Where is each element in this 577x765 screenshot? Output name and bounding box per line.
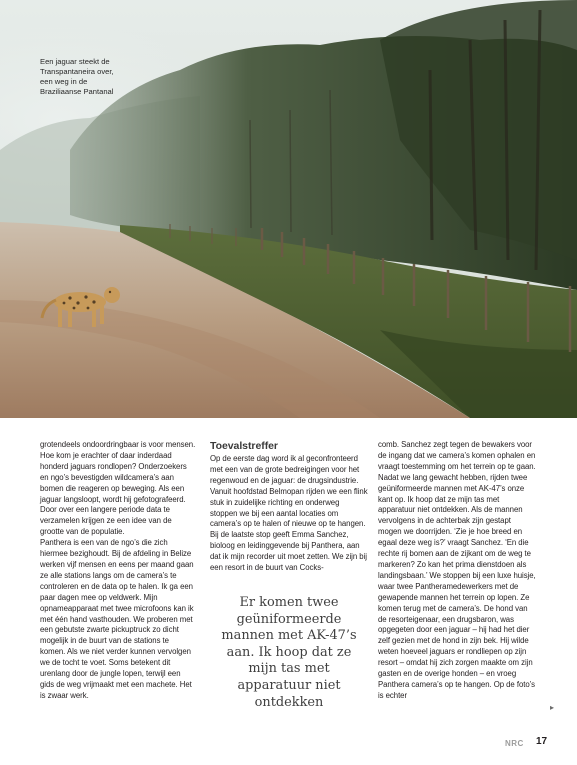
article-column-1 bbox=[40, 440, 196, 702]
magazine-logo: NRC bbox=[505, 739, 524, 748]
column-3-text: comb. Sanchez zegt tegen de bewakers voor de ingang dat we camera’s komen ophalen en vraagt toestemming om het terrein op te gaan. Nadat we lang gewacht hebben, rijden twee geüniformeerde mannen met AK-47’s onze kant op. Ik hoop dat ze mijn tas met apparatuur niet ontdekken. Als de mannen vervolgens in de achterbak zijn gestapt mogen we doorrijden. ‘Zie je hoe breed en egaal deze weg is?’ vraagt Sanchez. ‘En die rechte rij bomen aan de zijkant om de weg te markeren? Zo kan het prima dienstdoen als landingsbaan.’ We stoppen bij een luxe huisje, waar twee Pantheramedewerkers met de gewapende mannen het terrein op lopen. Ze komen terug met de camera’s. De hond van de resorteigenaar, een drugsbaron, was opgegeten door een jaguar – hij had het dier zelf gezien met de hond in zijn bek. Hij wilde weten hoeveel jaguars er rondliepen op zijn resort – omdat hij zich zorgen maakte om zijn gasten en de overige honden – en vroeg Panthera camera’s op te hangen. Op de foto’s is echter bbox=[378, 440, 536, 700]
photo-caption: Een jaguar steekt de Transpantaneira over, een weg in de Braziliaanse Pantanal bbox=[40, 57, 114, 96]
pull-quote: Er komen twee geüniformeerde mannen met AK-47’s aan. Ik hoop dat ze mijn tas met apparatuur niet ontdekken bbox=[221, 595, 357, 710]
section-heading: Toevalstreffer bbox=[210, 440, 278, 452]
column-2-text: Op de eerste dag word ik al geconfronteerd met een van de grote bedreigingen voor het regenwoud en de jaguar: de drugsindustrie. Vanuit hoofdstad Belmopan rijden we een flink stuk in zuidelijke richting en onderweg stoppen we bij een aantal locaties om camera’s op te halen of nieuwe op te hangen. Bij de laatste stop geeft Emma Sanchez, bioloog en leidinggevende bij Panthera, aan dat ik mijn recorder uit moet zetten. We zijn bij een resort in de buurt van Cocks- bbox=[210, 454, 368, 573]
article-column-2 bbox=[210, 440, 368, 574]
continue-arrow-icon: ▸ bbox=[550, 703, 555, 712]
article-column-3 bbox=[378, 440, 536, 702]
page-number: 17 bbox=[536, 736, 548, 747]
column-1-text: grotendeels ondoordringbaar is voor mensen. Hoe kom je erachter of daar inderdaad honderd jaguars rondlopen? Onderzoekers en ngo’s bevestigden wildcamera’s aan bomen die reageren op beweging. Als een jaguar langsloopt, wordt hij gefotografeerd. Door over een langere periode data te verzamelen krijgen ze een idee van de grootte van de populatie. Panthera is een van de ngo’s die zich hiermee bezighoudt. Bij de afdeling in Belize werken vijf mensen en eens per maand gaan ze alle stations langs om de camera’s te controleren en de data op te halen. Ik ga een paar dagen mee op veldwerk. Mijn opnameapparaat met twee microfoons kan ik met één hand vasthouden. We proberen met een gebutste zwarte pickuptruck zo dicht mogelijk in de buurt van de stations te komen. Als we niet verder kunnen vervolgen we de tocht te voet. Soms betekent dit urenlang door de jungle lopen, terwijl een gids de weg vrijmaakt met een machete. Het is zwaar werk. bbox=[40, 440, 196, 700]
